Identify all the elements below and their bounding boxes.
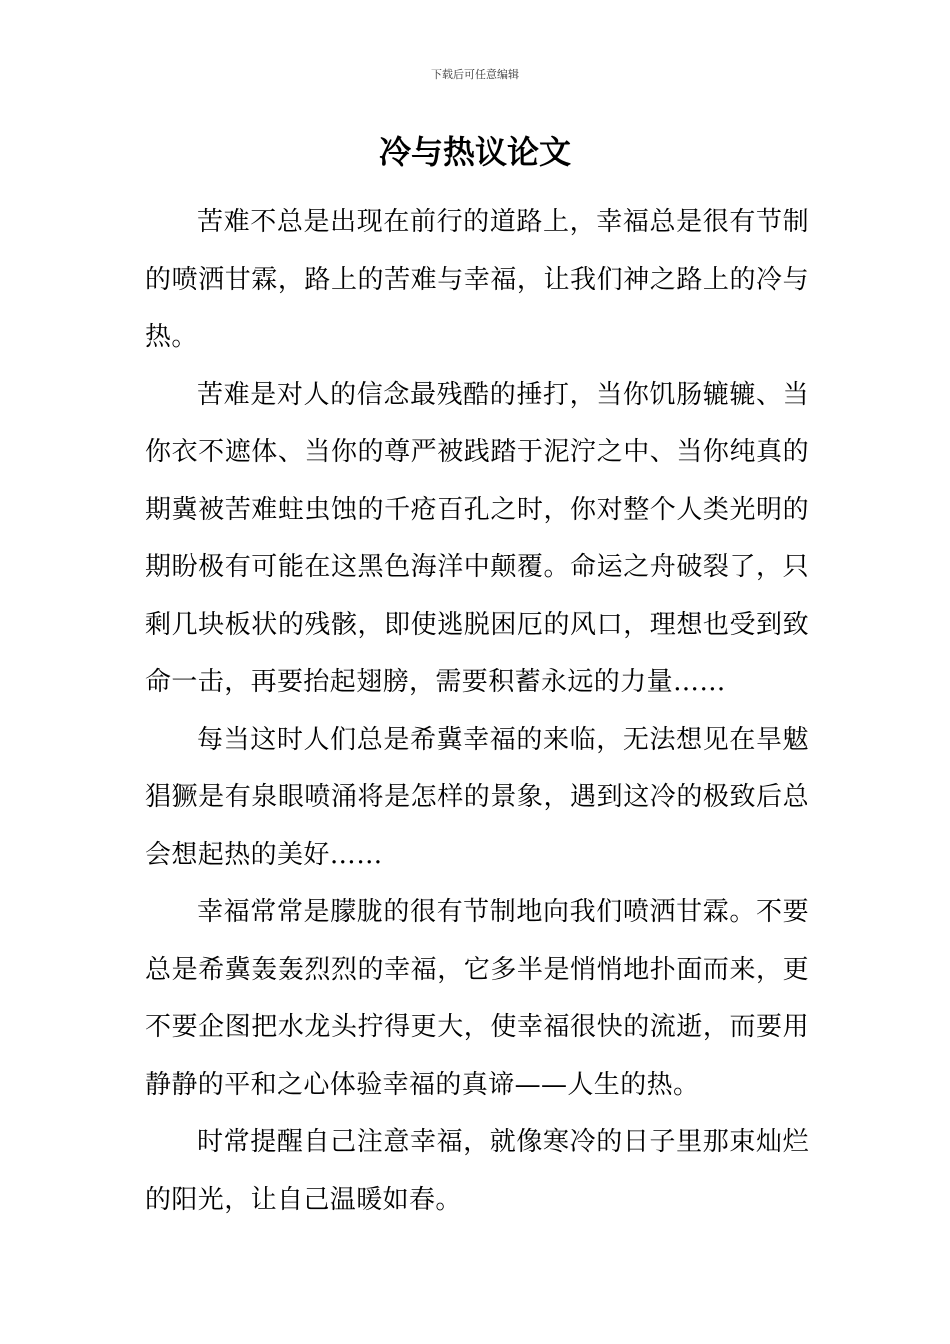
paragraph: 时常提醒自己注意幸福，就像寒冷的日子里那束灿烂的阳光，让自己温暖如春。 (145, 1127, 809, 1215)
header-note: 下载后可任意编辑 (431, 68, 519, 81)
document-title: 冷与热议论文 (378, 133, 571, 171)
document-body (145, 194, 809, 1229)
paragraph: 苦难是对人的信念最残酷的捶打，当你饥肠辘辘、当你衣不遮体、当你的尊严被践踏于泥泞之中、当你纯真的期冀被苦难蛀虫蚀的千疮百孔之时，你对整个人类光明的期盼极有可能在这黑色海洋中颠覆。命运之舟破裂了，只剩几块板状的残骸，即使逃脱困厄的风口，理想也受到致命一击，再要抬起翅膀，需要积蓄永远的力量…… (145, 379, 809, 697)
paragraph: 苦难不总是出现在前行的道路上，幸福总是很有节制的喷洒甘霖，路上的苦难与幸福，让我们神之路上的冷与热。 (145, 207, 809, 352)
paragraph: 幸福常常是朦胧的很有节制地向我们喷洒甘霖。不要总是希冀轰轰烈烈的幸福，它多半是悄悄地扑面而来，更不要企图把水龙头拧得更大，使幸福很快的流逝，而要用静静的平和之心体验幸福的真谛——人生的热。 (145, 897, 809, 1100)
paragraph: 每当这时人们总是希冀幸福的来临，无法想见在旱魃猖獗是有泉眼喷涌将是怎样的景象，遇到这冷的极致后总会想起热的美好…… (145, 724, 809, 870)
